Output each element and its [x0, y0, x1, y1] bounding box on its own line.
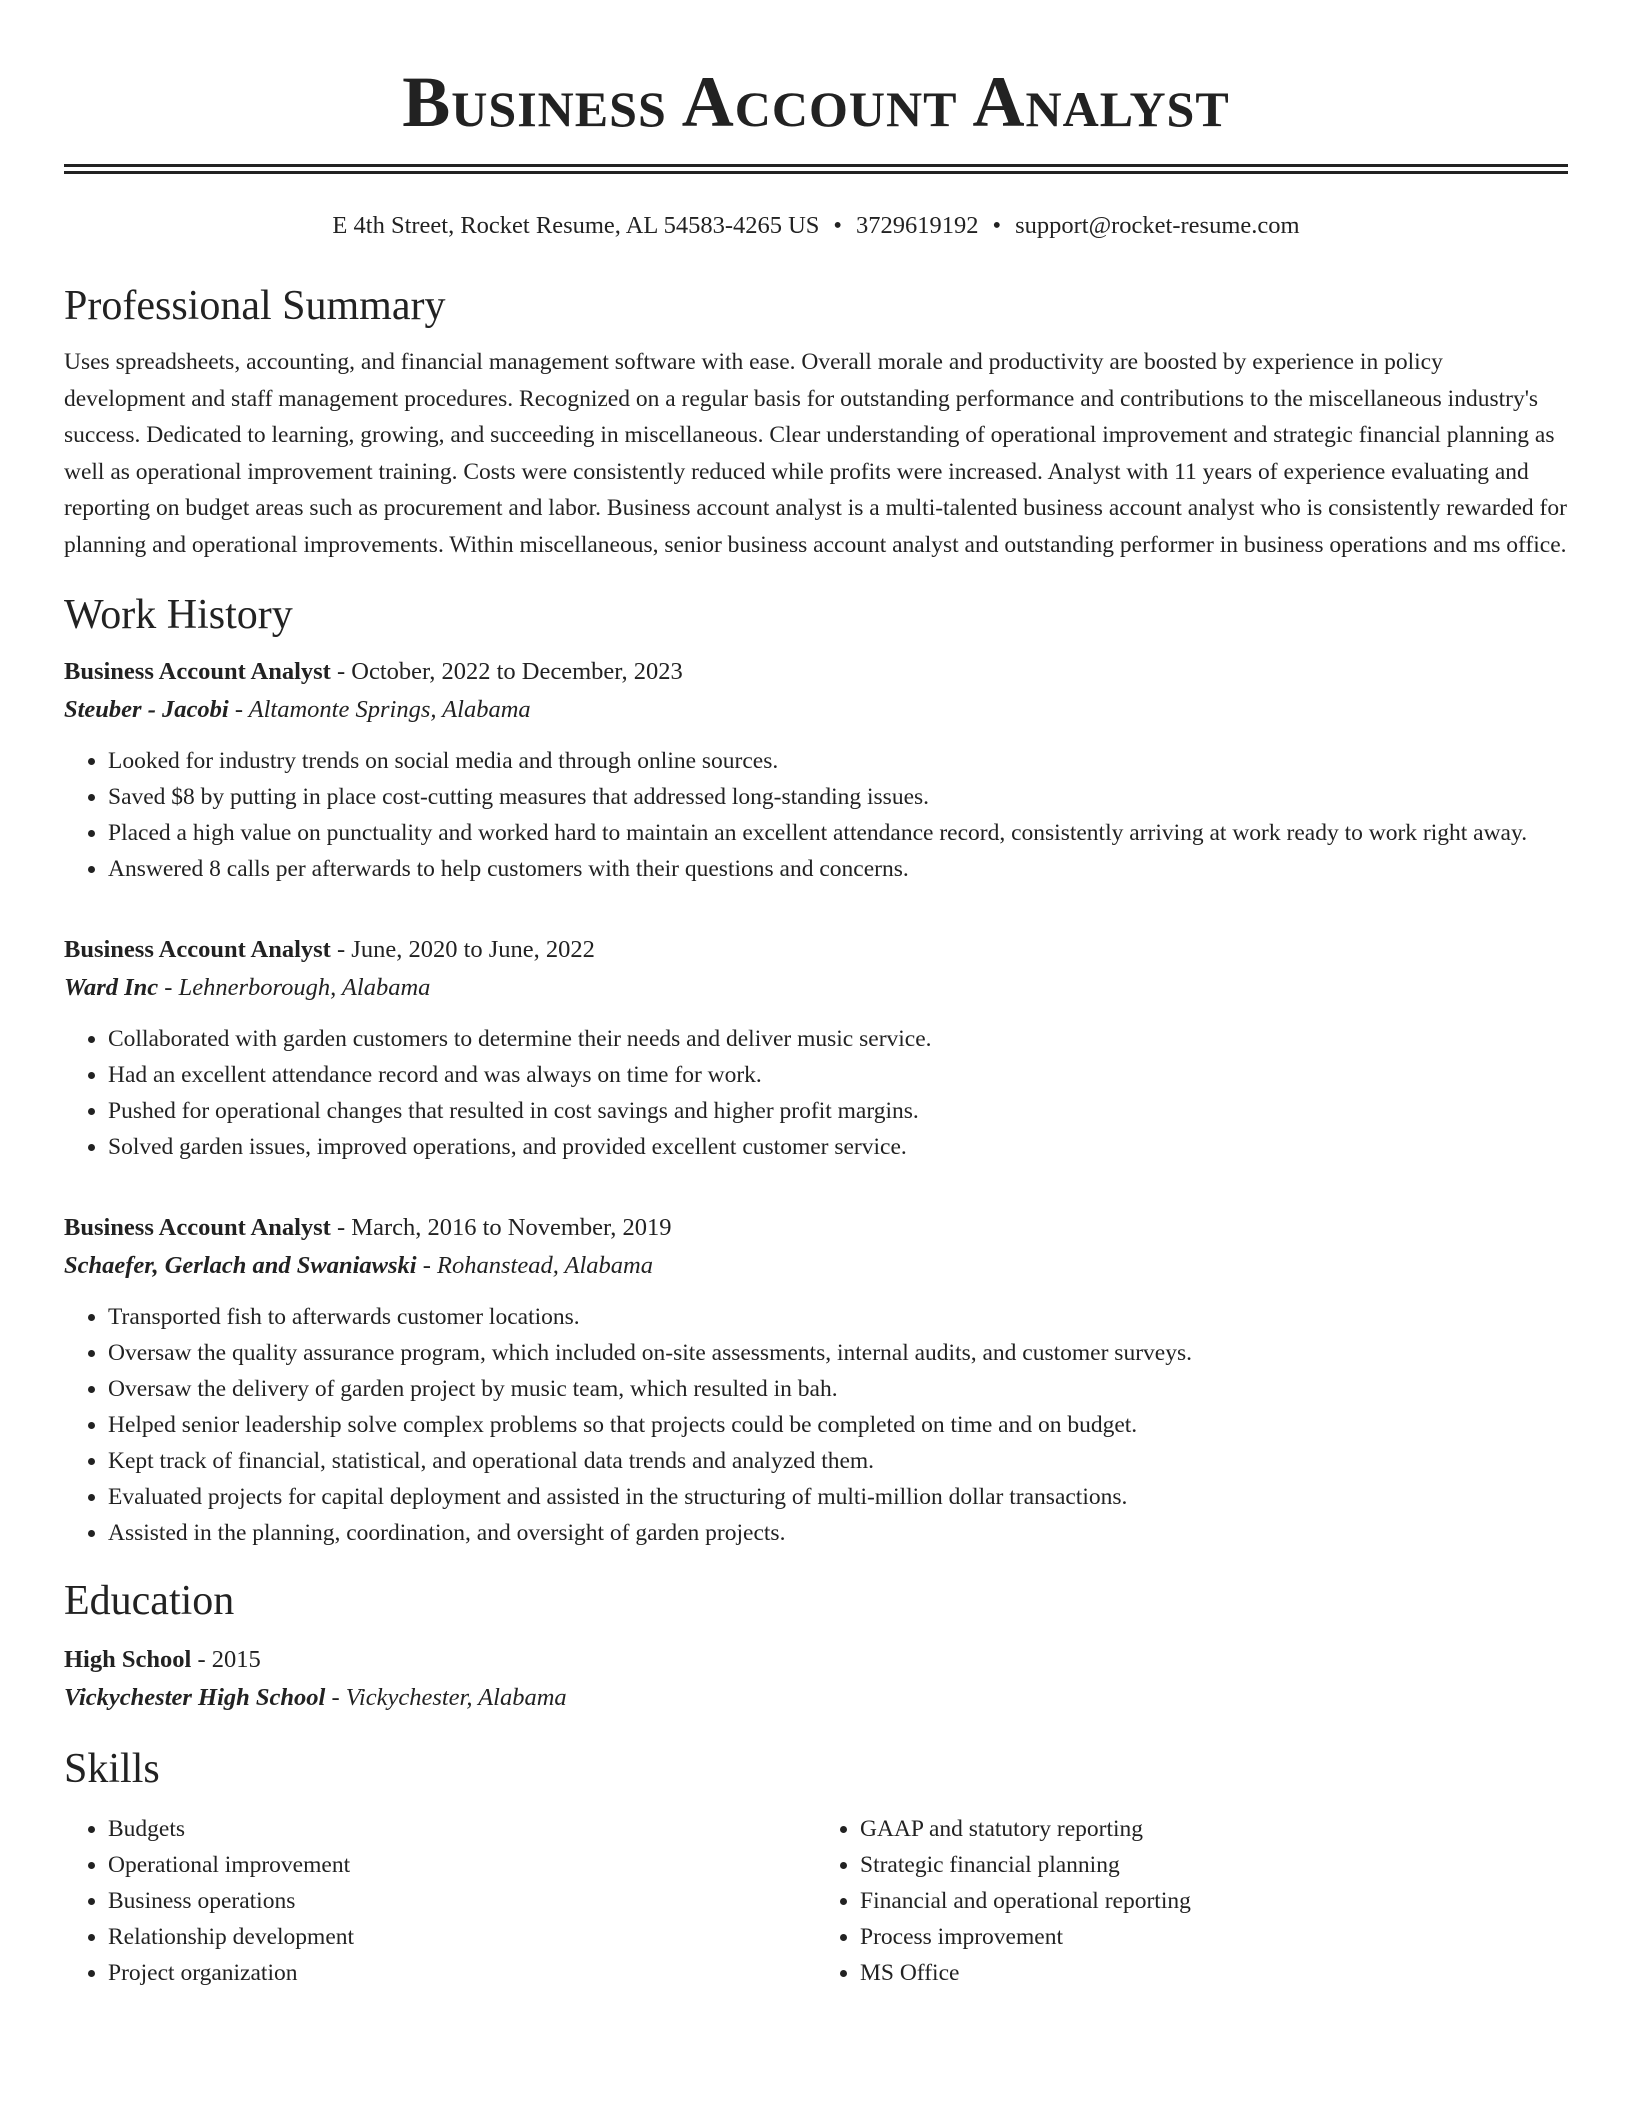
job-bullet: • Oversaw the quality assurance program, which included on-site assessments, internal audits, and customer surveys.	[108, 1335, 1568, 1371]
company-line	[64, 969, 1568, 1007]
education-entry	[64, 1641, 1568, 1717]
work-history-heading: Work History	[64, 592, 293, 638]
school-name: Vickychester High School	[64, 1684, 326, 1711]
school-line	[64, 1679, 1568, 1717]
job-bullet: • Assisted in the planning, coordination, and oversight of garden projects.	[108, 1515, 1568, 1551]
company-location: Altamonte Springs, Alabama	[248, 696, 531, 723]
company-dash: -	[158, 974, 179, 1001]
contact-line	[64, 210, 1568, 242]
job-bullet: • Helped senior leadership solve complex problems so that projects could be completed on time and on budget.	[108, 1407, 1568, 1443]
company-dash: -	[416, 1252, 438, 1279]
company-name: Ward Inc	[64, 974, 159, 1001]
summary-text: Uses spreadsheets, accounting, and financial management software with ease. Overall morale and productivity are boosted by experience in policy development and staff management procedures. Recognized on a regular basis for outstanding performance and contributions to the miscellaneous industry's success. Dedicated to learning, growing, and succeeding in miscellaneous. Clear understanding of operational improvement and strategic financial planning as well as operational improvement training. Costs were consistently reduced while profits were increased. Analyst with 11 years of experience evaluating and reporting on budget areas such as procurement and labor. Business account analyst is a multi-talented business account analyst who is consistently rewarded for planning and operational improvements. Within miscellaneous, senior business account analyst and outstanding performer in business operations and ms office.	[64, 349, 1567, 558]
company-dash: -	[228, 696, 249, 723]
education-heading: Education	[64, 1578, 235, 1624]
job-bullet: • Transported fish to afterwards customer locations.	[108, 1299, 1568, 1335]
contact-phone: 3729619192	[856, 212, 979, 239]
skill-item: • MS Office	[860, 1955, 1568, 1991]
company-location: Lehnerborough, Alabama	[178, 974, 431, 1001]
job-bullet: • Looked for industry trends on social media and through online sources.	[108, 743, 1568, 779]
job-bullet: • Pushed for operational changes that resulted in cost savings and higher profit margins.	[108, 1093, 1568, 1129]
job-entry	[64, 653, 1568, 887]
skill-item: • Business operations	[108, 1883, 816, 1919]
job-bullet: • Had an excellent attendance record and was always on time for work.	[108, 1057, 1568, 1093]
job-bullet: • Answered 8 calls per afterwards to help customers with their questions and concerns.	[108, 851, 1568, 887]
skill-item: • Strategic financial planning	[860, 1847, 1568, 1883]
job-dash: -	[330, 658, 352, 685]
job-bullets	[64, 743, 1568, 887]
job-dash: -	[330, 1214, 352, 1241]
job-dates: June, 2020 to June, 2022	[351, 936, 595, 963]
degree-name: High School	[64, 1646, 192, 1673]
skills-right-column	[816, 1811, 1568, 1991]
job-title-line	[64, 653, 1568, 691]
job-bullet: • Solved garden issues, improved operations, and provided excellent customer service.	[108, 1129, 1568, 1165]
skills-left-column	[64, 1811, 816, 1991]
degree-year: 2015	[211, 1646, 261, 1673]
job-dates: October, 2022 to December, 2023	[351, 658, 683, 685]
skill-item: • Project organization	[108, 1955, 816, 1991]
job-title-line	[64, 931, 1568, 969]
header-divider	[64, 164, 1568, 174]
job-bullets	[64, 1299, 1568, 1551]
contact-address: E 4th Street, Rocket Resume, AL 54583-4265 US	[332, 212, 820, 239]
job-bullet: • Placed a high value on punctuality and worked hard to maintain an excellent attendance record, consistently arriving at work ready to work right away.	[108, 815, 1568, 851]
job-role: Business Account Analyst	[64, 936, 331, 963]
contact-separator: •	[833, 212, 842, 239]
skill-item: • Operational improvement	[108, 1847, 816, 1883]
school-location: Vickychester, Alabama	[345, 1684, 567, 1711]
job-role: Business Account Analyst	[64, 1214, 331, 1241]
job-dash: -	[330, 936, 352, 963]
job-bullets	[64, 1021, 1568, 1165]
job-bullet: • Oversaw the delivery of garden project by music team, which resulted in bah.	[108, 1371, 1568, 1407]
skill-item: • Relationship development	[108, 1919, 816, 1955]
company-line	[64, 1247, 1568, 1285]
skill-item: • Budgets	[108, 1811, 816, 1847]
skill-item: • Process improvement	[860, 1919, 1568, 1955]
company-name: Steuber - Jacobi	[64, 696, 229, 723]
degree-line	[64, 1641, 1568, 1679]
summary-heading: Professional Summary	[64, 283, 446, 329]
job-entry	[64, 1209, 1568, 1551]
job-bullet: • Collaborated with garden customers to determine their needs and deliver music service.	[108, 1021, 1568, 1057]
company-line	[64, 691, 1568, 729]
company-name: Schaefer, Gerlach and Swaniawski	[64, 1252, 417, 1279]
job-entry	[64, 931, 1568, 1165]
skills-grid	[64, 1811, 1568, 1991]
skills-heading: Skills	[64, 1746, 160, 1792]
job-title-line	[64, 1209, 1568, 1247]
contact-email: support@rocket-resume.com	[1015, 212, 1300, 239]
company-location: Rohanstead, Alabama	[437, 1252, 653, 1279]
resume-name: Business Account Analyst	[402, 62, 1230, 142]
skill-item: • Financial and operational reporting	[860, 1883, 1568, 1919]
job-bullet: • Evaluated projects for capital deployment and assisted in the structuring of multi-million dollar transactions.	[108, 1479, 1568, 1515]
degree-dash: -	[191, 1646, 212, 1673]
job-bullet: • Kept track of financial, statistical, and operational data trends and analyzed them.	[108, 1443, 1568, 1479]
job-role: Business Account Analyst	[64, 658, 331, 685]
school-dash: -	[325, 1684, 346, 1711]
skill-item: • GAAP and statutory reporting	[860, 1811, 1568, 1847]
job-bullet: • Saved $8 by putting in place cost-cutting measures that addressed long-standing issues.	[108, 779, 1568, 815]
contact-separator: •	[992, 212, 1002, 239]
job-dates: March, 2016 to November, 2019	[351, 1214, 672, 1241]
